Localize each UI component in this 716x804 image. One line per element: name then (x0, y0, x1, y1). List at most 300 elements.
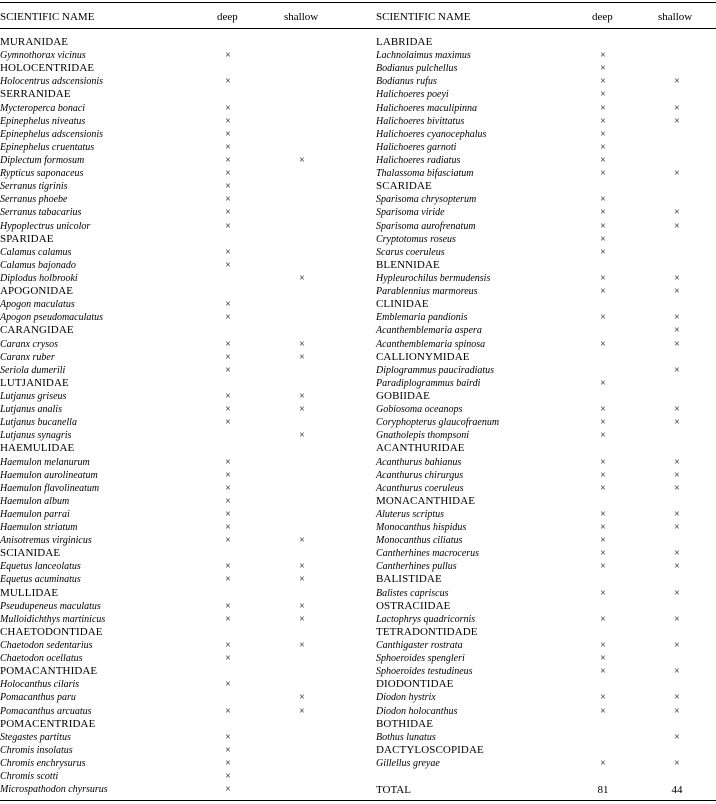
species-row (376, 75, 716, 88)
species-row (0, 206, 358, 219)
deep-presence-mark: × (600, 63, 606, 75)
species-row (376, 613, 716, 626)
species-row (0, 141, 358, 154)
species-name: Gymnothorax vicinus (0, 50, 86, 62)
species-name: Coryphopterus glaucofraenum (376, 417, 500, 429)
family-name: CHAETODONTIDAE (0, 625, 103, 638)
shallow-presence-mark: × (674, 482, 680, 494)
species-name: Lutjanus synagris (0, 430, 72, 442)
species-name: Acanthemblemaria aspera (376, 325, 482, 337)
species-name: Haemulon aurolineatum (0, 469, 98, 481)
deep-presence-mark: × (225, 312, 231, 324)
species-row (0, 351, 358, 364)
species-name: Sphoeroides spengleri (376, 653, 465, 665)
species-name: Haemulon striatum (0, 522, 78, 534)
family-row (0, 62, 358, 75)
species-row (376, 469, 716, 482)
species-row (0, 469, 358, 482)
species-row (376, 691, 716, 704)
species-name: Monocanthus ciliatus (376, 535, 463, 547)
deep-presence-mark: × (600, 246, 606, 258)
deep-presence-mark: × (600, 102, 606, 114)
species-name: Holocentrus adscensionis (0, 76, 104, 88)
deep-presence-mark: × (600, 220, 606, 232)
species-row (376, 665, 716, 678)
shallow-presence-mark: × (674, 286, 680, 298)
family-row (0, 377, 358, 390)
deep-presence-mark: × (225, 731, 231, 743)
deep-presence-mark: × (600, 522, 606, 534)
family-name: MULLIDAE (0, 586, 59, 599)
shallow-presence-mark: × (674, 272, 680, 284)
shallow-presence-mark: × (299, 692, 305, 704)
deep-presence-mark: × (600, 561, 606, 573)
family-name: SERRANIDAE (0, 88, 71, 101)
shallow-presence-mark: × (674, 561, 680, 573)
family-name: SCARIDAE (376, 180, 432, 193)
species-row (0, 705, 358, 718)
shallow-presence-mark: × (674, 469, 680, 481)
deep-presence-mark: × (600, 482, 606, 494)
bottom-rule (0, 800, 716, 801)
deep-presence-mark: × (600, 640, 606, 652)
species-name: Hypoplectrus unicolor (0, 220, 91, 232)
species-row (376, 128, 716, 141)
species-row (0, 338, 358, 351)
species-row (0, 220, 358, 233)
family-name: BALISTIDAE (376, 573, 442, 586)
deep-presence-mark: × (225, 246, 231, 258)
deep-presence-mark: × (225, 561, 231, 573)
deep-presence-mark: × (600, 115, 606, 127)
species-row (0, 783, 358, 796)
species-name: Stegastes partitus (0, 731, 71, 743)
shallow-presence-mark: × (674, 102, 680, 114)
deep-presence-mark: × (225, 469, 231, 481)
species-name: Balistes capriscus (376, 587, 449, 599)
species-name: Diodon holocanthus (376, 705, 458, 717)
shallow-presence-mark: × (674, 207, 680, 219)
family-row (376, 626, 716, 639)
shallow-presence-mark: × (674, 692, 680, 704)
species-row (376, 141, 716, 154)
family-row (0, 626, 358, 639)
shallow-presence-mark: × (674, 508, 680, 520)
deep-presence-mark: × (600, 548, 606, 560)
shallow-presence-mark: × (299, 390, 305, 402)
species-name: Bothus lunatus (376, 731, 436, 743)
species-name: Halichoeres maculipinna (376, 102, 478, 114)
species-row (0, 560, 358, 573)
family-row (376, 351, 716, 364)
total-shallow: 44 (671, 784, 683, 796)
deep-presence-mark: × (225, 141, 231, 153)
species-row (376, 705, 716, 718)
header-right-deep: deep (592, 11, 613, 23)
deep-presence-mark: × (600, 417, 606, 429)
shallow-presence-mark: × (299, 535, 305, 547)
family-row (0, 587, 358, 600)
family-name: SCIANIDAE (0, 547, 61, 560)
deep-presence-mark: × (600, 692, 606, 704)
species-row (0, 75, 358, 88)
species-row (376, 429, 716, 442)
species-row (0, 403, 358, 416)
total-deep: 81 (597, 784, 609, 796)
deep-presence-mark: × (225, 194, 231, 206)
deep-presence-mark: × (225, 522, 231, 534)
deep-presence-mark: × (600, 286, 606, 298)
deep-presence-mark: × (600, 469, 606, 481)
right-column (376, 36, 716, 770)
family-name: OSTRACIIDAE (376, 599, 451, 612)
family-row (0, 324, 358, 337)
species-name: Calamus calamus (0, 246, 72, 258)
species-row (0, 429, 358, 442)
deep-presence-mark: × (225, 613, 231, 625)
deep-presence-mark: × (600, 76, 606, 88)
family-name: POMACENTRIDAE (0, 717, 96, 730)
shallow-presence-mark: × (674, 364, 680, 376)
shallow-presence-mark: × (674, 404, 680, 416)
deep-presence-mark: × (225, 574, 231, 586)
shallow-presence-mark: × (299, 561, 305, 573)
species-row (376, 285, 716, 298)
species-name: Cryptotomus roseus (376, 233, 456, 245)
deep-presence-mark: × (600, 272, 606, 284)
species-row (376, 364, 716, 377)
species-name: Serranus tigrinis (0, 181, 68, 193)
shallow-presence-mark: × (299, 574, 305, 586)
shallow-presence-mark: × (299, 600, 305, 612)
deep-presence-mark: × (225, 535, 231, 547)
species-row (0, 613, 358, 626)
deep-presence-mark: × (600, 404, 606, 416)
species-name: Chaetodon sedentarius (0, 640, 93, 652)
species-row (376, 272, 716, 285)
species-row (0, 259, 358, 272)
family-row (376, 180, 716, 193)
species-row (0, 691, 358, 704)
deep-presence-mark: × (225, 364, 231, 376)
species-name: Anisotremus virginicus (0, 535, 92, 547)
species-row (0, 102, 358, 115)
shallow-presence-mark: × (674, 115, 680, 127)
species-name: Halichoeres poeyi (376, 89, 449, 101)
family-row (0, 233, 358, 246)
species-name: Acanthurus chirurgus (376, 469, 464, 481)
family-name: CARANGIDAE (0, 324, 74, 337)
family-row (0, 547, 358, 560)
species-row (0, 508, 358, 521)
deep-presence-mark: × (225, 744, 231, 756)
species-row (0, 154, 358, 167)
shallow-presence-mark: × (674, 587, 680, 599)
deep-presence-mark: × (600, 666, 606, 678)
family-name: MONACANTHIDAE (376, 494, 476, 507)
family-row (376, 495, 716, 508)
family-name: TETRADONTIDADE (376, 625, 478, 638)
species-row (0, 521, 358, 534)
family-name: CALLIONYMIDAE (376, 350, 470, 363)
species-row (376, 456, 716, 469)
shallow-presence-mark: × (674, 758, 680, 770)
deep-presence-mark: × (225, 456, 231, 468)
deep-presence-mark: × (225, 417, 231, 429)
species-row (376, 508, 716, 521)
deep-presence-mark: × (225, 168, 231, 180)
species-name: Pseudupeneus maculatus (0, 600, 101, 612)
header-left-shallow: shallow (284, 11, 319, 23)
family-name: DIODONTIDAE (376, 678, 454, 691)
species-row (376, 403, 716, 416)
species-name: Equetus lanceolatus (0, 561, 81, 573)
species-name: Acanthurus bahianus (376, 456, 462, 468)
species-row (376, 115, 716, 128)
total-label: TOTAL (376, 784, 411, 796)
deep-presence-mark: × (225, 705, 231, 717)
species-name: Chromis enchrysurus (0, 758, 86, 770)
species-row (376, 324, 716, 337)
shallow-presence-mark: × (674, 705, 680, 717)
species-row (376, 220, 716, 233)
family-row (376, 600, 716, 613)
deep-presence-mark: × (225, 338, 231, 350)
header-left-name: SCIENTIFIC NAME (0, 11, 95, 23)
species-row (0, 770, 358, 783)
species-name: Hypleurochilus bermudensis (376, 272, 491, 284)
species-row (376, 246, 716, 259)
shallow-presence-mark: × (674, 456, 680, 468)
shallow-presence-mark: × (674, 640, 680, 652)
species-row (376, 102, 716, 115)
deep-presence-mark: × (600, 89, 606, 101)
shallow-presence-mark: × (299, 154, 305, 166)
species-row (0, 311, 358, 324)
shallow-presence-mark: × (674, 731, 680, 743)
deep-presence-mark: × (225, 102, 231, 114)
species-name: Emblemaria pandionis (376, 312, 468, 324)
species-name: Serranus phoebe (0, 194, 68, 206)
deep-presence-mark: × (225, 482, 231, 494)
family-row (376, 36, 716, 49)
deep-presence-mark: × (600, 535, 606, 547)
family-row (376, 442, 716, 455)
species-row (376, 482, 716, 495)
deep-presence-mark: × (225, 390, 231, 402)
species-name: Mulloidichthys martinicus (0, 613, 106, 625)
left-column (0, 36, 358, 796)
deep-presence-mark: × (600, 194, 606, 206)
species-row (376, 377, 716, 390)
shallow-presence-mark: × (299, 430, 305, 442)
species-row (376, 206, 716, 219)
species-name: Acanthurus coeruleus (376, 482, 464, 494)
species-name: Acanthemblemaria spinosa (376, 338, 486, 350)
species-row (376, 521, 716, 534)
deep-presence-mark: × (600, 613, 606, 625)
species-name: Sphoeroides testudineus (376, 666, 473, 678)
species-name: Caranx crysos (0, 338, 59, 350)
species-name: Epinephelus adscensionis (0, 128, 104, 140)
species-name: Diodon hystrix (376, 692, 436, 704)
species-row (0, 298, 358, 311)
species-name: Halichoeres cyanocephalus (376, 128, 487, 140)
species-row (0, 180, 358, 193)
species-row (0, 639, 358, 652)
family-row (376, 390, 716, 403)
species-name: Cantherhines pullus (376, 561, 457, 573)
species-name: Aluterus scriptus (376, 508, 445, 520)
deep-presence-mark: × (225, 600, 231, 612)
top-rule (0, 2, 716, 3)
shallow-presence-mark: × (299, 613, 305, 625)
species-name: Apogon pseudomaculatus (0, 312, 104, 324)
species-name: Bodianus rufus (376, 76, 437, 88)
family-name: APOGONIDAE (0, 285, 74, 298)
species-row (0, 456, 358, 469)
deep-presence-mark: × (600, 312, 606, 324)
family-row (376, 259, 716, 272)
family-name: LUTJANIDAE (0, 376, 69, 389)
species-row (376, 49, 716, 62)
species-name: Chaetodon ocellatus (0, 653, 83, 665)
species-row (376, 154, 716, 167)
deep-presence-mark: × (225, 351, 231, 363)
deep-presence-mark: × (225, 508, 231, 520)
deep-presence-mark: × (600, 456, 606, 468)
shallow-presence-mark: × (299, 272, 305, 284)
family-row (0, 665, 358, 678)
family-row (0, 285, 358, 298)
total-row (376, 784, 716, 797)
species-name: Halichoeres garnoti (376, 141, 457, 153)
deep-presence-mark: × (600, 705, 606, 717)
family-row (376, 298, 716, 311)
shallow-presence-mark: × (674, 76, 680, 88)
species-row (0, 272, 358, 285)
species-name: Scarus coeruleus (376, 246, 445, 258)
shallow-presence-mark: × (674, 312, 680, 324)
family-name: ACANTHURIDAE (376, 442, 465, 455)
species-name: Gobiosoma oceanops (376, 404, 463, 416)
species-row (376, 731, 716, 744)
species-row (376, 167, 716, 180)
deep-presence-mark: × (225, 259, 231, 271)
species-row (0, 246, 358, 259)
species-row (0, 534, 358, 547)
species-row (0, 678, 358, 691)
species-row (376, 587, 716, 600)
shallow-presence-mark: × (674, 220, 680, 232)
deep-presence-mark: × (225, 181, 231, 193)
species-name: Lachnolaimus maximus (376, 50, 471, 62)
species-name: Paradiplogrammus bairdi (376, 377, 481, 389)
family-name: BLENNIDAE (376, 258, 440, 271)
shallow-presence-mark: × (674, 522, 680, 534)
header-left-deep: deep (217, 11, 238, 23)
header-right-shallow: shallow (658, 11, 693, 23)
deep-presence-mark: × (225, 784, 231, 796)
deep-presence-mark: × (600, 653, 606, 665)
species-name: Pomacanthus arcuatus (0, 705, 92, 717)
species-row (0, 652, 358, 665)
header-right-name: SCIENTIFIC NAME (376, 11, 471, 23)
family-row (0, 88, 358, 101)
species-row (0, 600, 358, 613)
deep-presence-mark: × (225, 758, 231, 770)
deep-presence-mark: × (600, 154, 606, 166)
deep-presence-mark: × (600, 233, 606, 245)
species-name: Lutjanus analis (0, 404, 62, 416)
deep-presence-mark: × (225, 128, 231, 140)
species-row (376, 757, 716, 770)
shallow-presence-mark: × (299, 705, 305, 717)
deep-presence-mark: × (225, 299, 231, 311)
deep-presence-mark: × (600, 207, 606, 219)
deep-presence-mark: × (600, 430, 606, 442)
species-name: Chromis insolatus (0, 744, 73, 756)
deep-presence-mark: × (600, 168, 606, 180)
species-row (376, 338, 716, 351)
species-name: Rypticus saponaceus (0, 168, 84, 180)
species-name: Lutjanus bucanella (0, 417, 77, 429)
species-row (0, 731, 358, 744)
family-row (0, 718, 358, 731)
family-name: HAEMULIDAE (0, 442, 75, 455)
family-row (0, 36, 358, 49)
shallow-presence-mark: × (674, 548, 680, 560)
species-name: Halichoeres radiatus (376, 154, 461, 166)
shallow-presence-mark: × (674, 325, 680, 337)
deep-presence-mark: × (225, 220, 231, 232)
species-row (0, 390, 358, 403)
species-name: Diplodus holbrooki (0, 272, 78, 284)
species-name: Calamus bajonado (0, 259, 76, 271)
species-name: Lactophrys quadricornis (376, 613, 476, 625)
deep-presence-mark: × (225, 50, 231, 62)
species-row (0, 364, 358, 377)
species-row (376, 311, 716, 324)
species-name: Seriola dumerili (0, 364, 66, 376)
species-row (376, 62, 716, 75)
species-name: Serranus tabacarius (0, 207, 82, 219)
deep-presence-mark: × (225, 495, 231, 507)
species-row (376, 88, 716, 101)
species-name: Haemulon melanurum (0, 456, 90, 468)
species-name: Caranx ruber (0, 351, 55, 363)
species-name: Sparisoma viride (376, 207, 445, 219)
family-name: GOBIIDAE (376, 389, 430, 402)
family-row (0, 442, 358, 455)
deep-presence-mark: × (600, 758, 606, 770)
shallow-presence-mark: × (299, 404, 305, 416)
deep-presence-mark: × (600, 338, 606, 350)
species-row (0, 128, 358, 141)
deep-presence-mark: × (225, 76, 231, 88)
header-rule (0, 28, 716, 29)
species-name: Diplogrammus pauciradiatus (376, 364, 495, 376)
species-row (0, 193, 358, 206)
deep-presence-mark: × (600, 141, 606, 153)
species-row (0, 573, 358, 586)
species-name: Diplectum formosum (0, 154, 85, 166)
species-name: Pomacanthus paru (0, 692, 76, 704)
shallow-presence-mark: × (674, 666, 680, 678)
species-row (376, 639, 716, 652)
species-name: Apogon maculatus (0, 299, 75, 311)
species-name: Haemulon album (0, 495, 70, 507)
